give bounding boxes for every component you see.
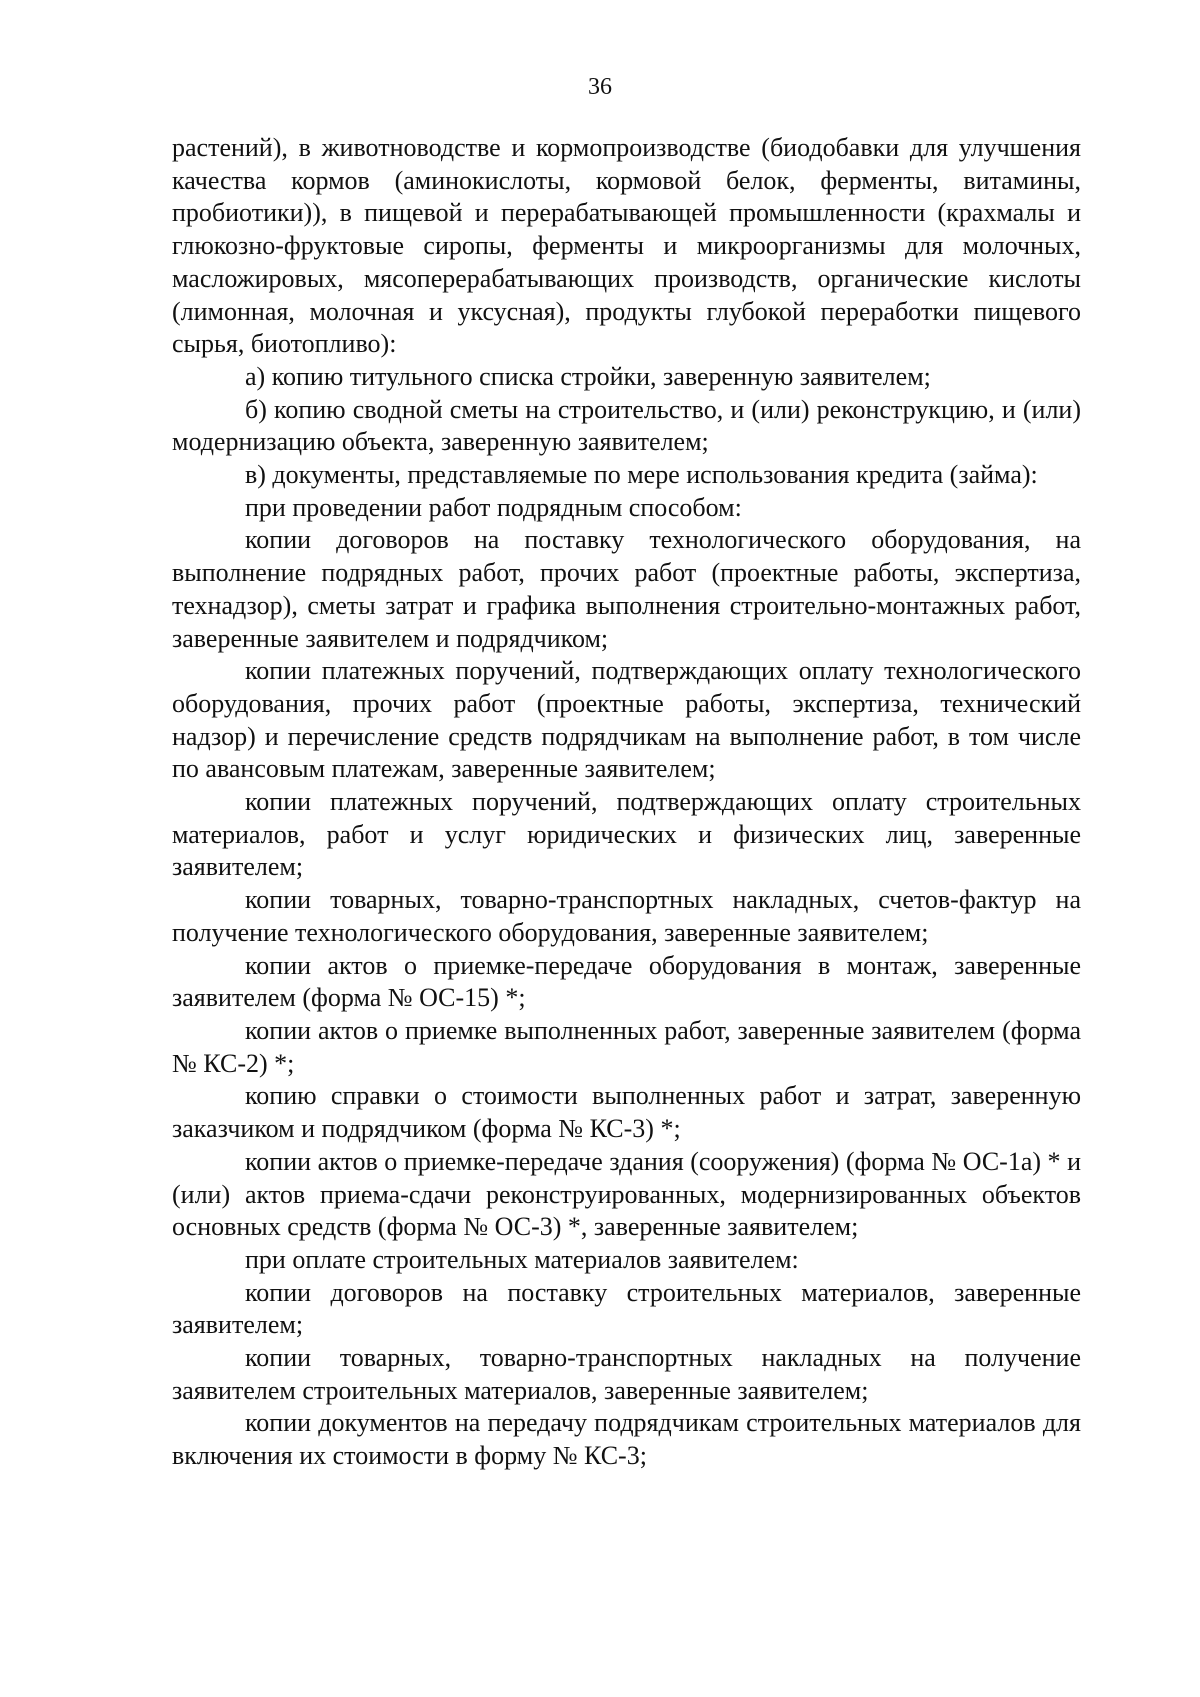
paragraph: при проведении работ подрядным способом:: [245, 492, 742, 522]
paragraph: копии договоров на поставку строительных материалов, заверенные заявителем;: [172, 1277, 1081, 1340]
paragraph: а) копию титульного списка стройки, заверенную заявителем;: [245, 361, 931, 391]
paragraph: в) документы, представляемые по мере использования кредита (займа):: [245, 460, 1038, 490]
paragraph: при оплате строительных материалов заявителем:: [245, 1244, 799, 1274]
paragraph: растений), в животноводстве и кормопроизводстве (биодобавки для улучшения качества кормов (аминокислоты, кормовой белок, ферменты, витамины, пробиотики)), в пищевой и перерабатывающей промышленности (крахмалы и глюкозно-фруктовые сиропы, ферменты и микроорганизмы для молочных, масложировых, мясоперерабатывающих производств, органические кислоты (лимонная, молочная и уксусная), продукты глубокой переработки пищевого сырья, биотопливо):: [172, 133, 1081, 359]
paragraph: копию справки о стоимости выполненных работ и затрат, заверенную заказчиком и подрядчиком (форма № КС-3) *;: [172, 1081, 1081, 1144]
document-body: [172, 132, 1081, 1473]
paragraph: копии актов о приемке-передаче здания (сооружения) (форма № ОС-1а) * и (или) актов приема-сдачи реконструированных, модернизированных объектов основных средств (форма № ОС-3) *, заверенные заявителем;: [172, 1146, 1081, 1242]
paragraph: копии актов о приемке выполненных работ, заверенные заявителем (форма № КС-2) *;: [172, 1015, 1081, 1078]
paragraph: копии платежных поручений, подтверждающих оплату технологического оборудования, прочих работ (проектные работы, экспертиза, технический надзор) и перечисление средств подрядчикам на выполнение работ, в том числе по авансовым платежам, заверенные заявителем;: [172, 656, 1081, 784]
paragraph: копии товарных, товарно-транспортных накладных на получение заявителем строительных материалов, заверенные заявителем;: [172, 1343, 1081, 1405]
page-number: 36: [588, 74, 612, 100]
paragraph: копии актов о приемке-передаче оборудования в монтаж, заверенные заявителем (форма № ОС-15) *;: [172, 950, 1081, 1013]
paragraph: копии договоров на поставку технологического оборудования, на выполнение подрядных работ, прочих работ (проектные работы, экспертиза, технадзор), сметы затрат и графика выполнения строительно-монтажных работ, заверенные заявителем и подрядчиком;: [172, 525, 1081, 653]
paragraph: копии платежных поручений, подтверждающих оплату строительных материалов, работ и услуг юридических и физических лиц, заверенные заявителем;: [172, 787, 1081, 882]
paragraph: копии документов на передачу подрядчикам строительных материалов для включения их стоимости в форму № КС-3;: [172, 1408, 1081, 1471]
paragraph: б) копию сводной сметы на строительство, и (или) реконструкцию, и (или) модернизацию объекта, заверенную заявителем;: [172, 394, 1081, 457]
paragraph: копии товарных, товарно-транспортных накладных, счетов-фактур на получение технологического оборудования, заверенные заявителем;: [172, 885, 1081, 947]
